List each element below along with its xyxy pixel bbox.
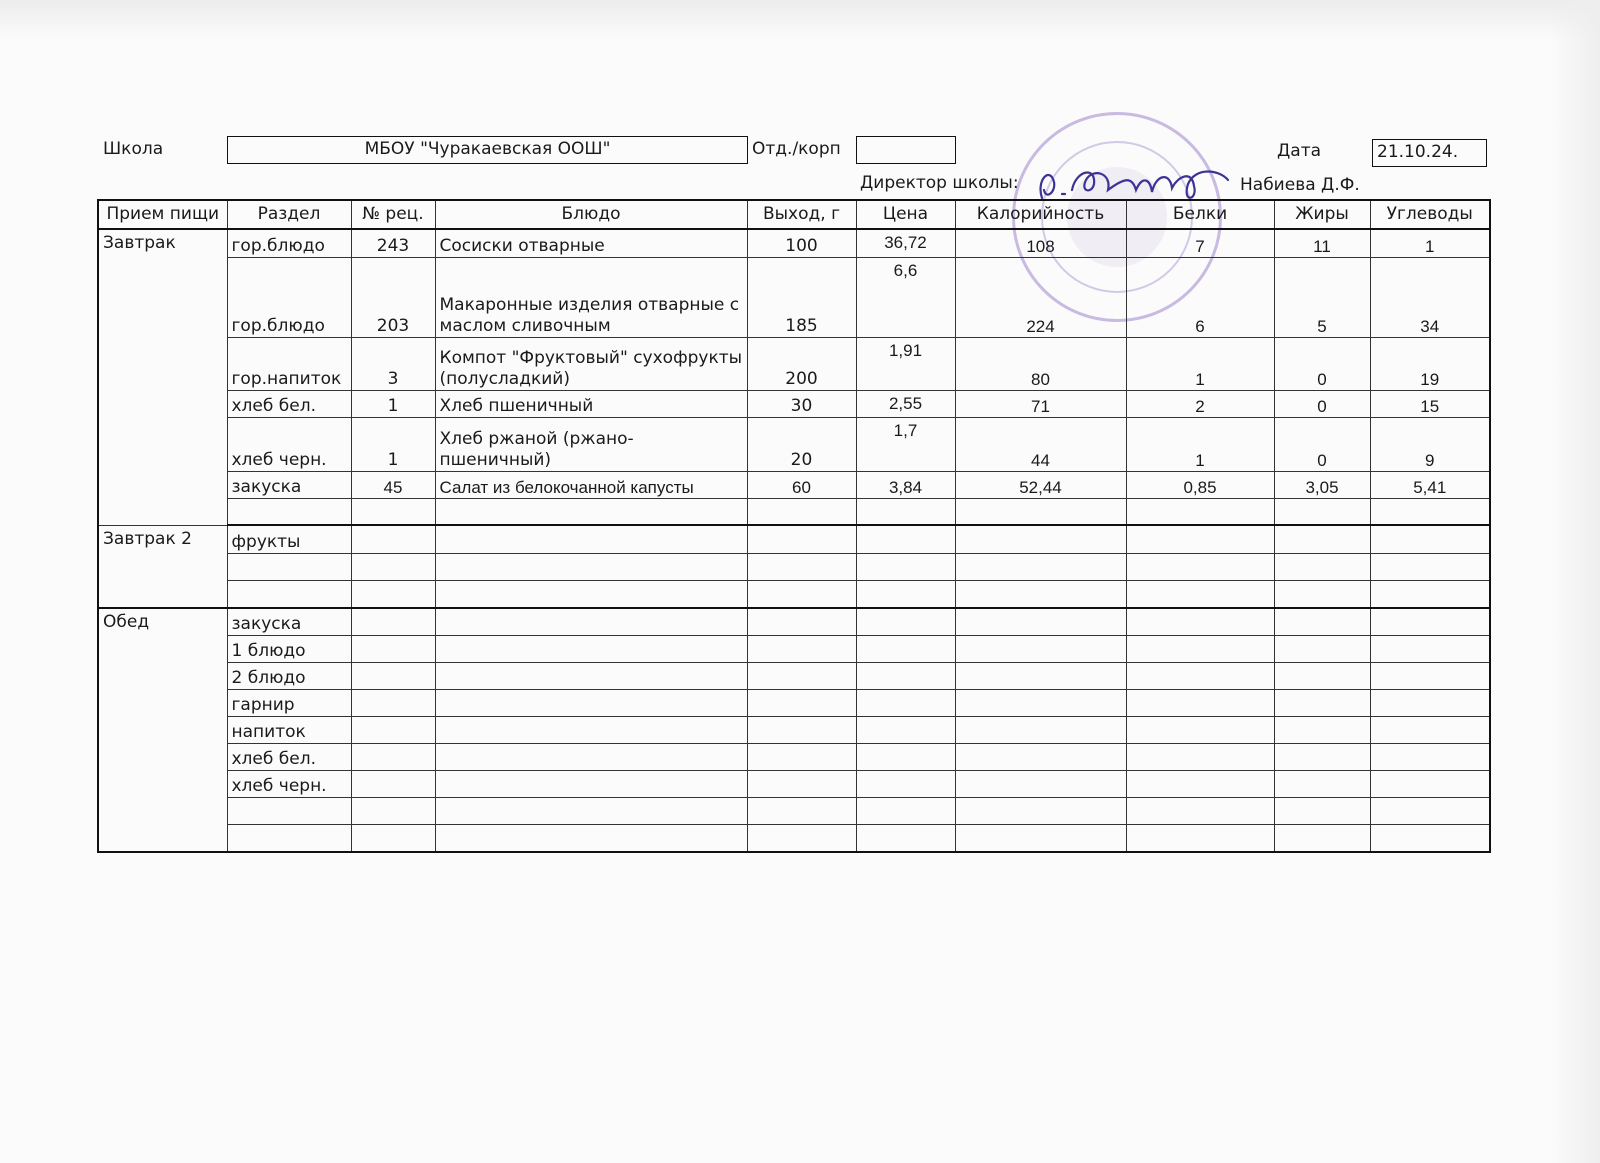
section-cell bbox=[227, 824, 351, 852]
dish-cell: Сосиски отварные bbox=[435, 229, 747, 257]
date-field: 21.10.24. bbox=[1372, 139, 1487, 167]
calories-cell: 52,44 bbox=[955, 471, 1126, 498]
column-header: № рец. bbox=[351, 200, 435, 229]
section-cell bbox=[227, 553, 351, 580]
column-header: Цена bbox=[856, 200, 955, 229]
protein-cell: 7 bbox=[1126, 229, 1274, 257]
table-row bbox=[98, 337, 1490, 390]
table-row bbox=[98, 770, 1490, 797]
protein-cell: 1 bbox=[1126, 417, 1274, 471]
recipe-cell: 1 bbox=[351, 390, 435, 417]
price-cell: 36,72 bbox=[856, 229, 955, 257]
fat-cell: 0 bbox=[1274, 390, 1370, 417]
dish-cell: Компот "Фруктовый" сухофрукты (полусладкий) bbox=[435, 337, 747, 390]
scan-shadow-right bbox=[1550, 0, 1600, 1163]
section-cell bbox=[227, 498, 351, 525]
table-row bbox=[98, 608, 1490, 635]
section-cell: гор.напиток bbox=[227, 337, 351, 390]
price-cell: 1,91 bbox=[856, 337, 955, 390]
output-cell: 100 bbox=[747, 229, 856, 257]
column-header: Углеводы bbox=[1370, 200, 1490, 229]
section-cell: 1 блюдо bbox=[227, 635, 351, 662]
recipe-cell: 3 bbox=[351, 337, 435, 390]
carbs-cell: 15 bbox=[1370, 390, 1490, 417]
recipe-cell: 45 bbox=[351, 471, 435, 498]
recipe-cell: 1 bbox=[351, 417, 435, 471]
calories-cell: 44 bbox=[955, 417, 1126, 471]
section-cell: хлеб бел. bbox=[227, 743, 351, 770]
date-label: Дата bbox=[1277, 141, 1322, 161]
column-header: Раздел bbox=[227, 200, 351, 229]
protein-cell: 1 bbox=[1126, 337, 1274, 390]
calories-cell: 80 bbox=[955, 337, 1126, 390]
table-row bbox=[98, 716, 1490, 743]
price-cell: 2,55 bbox=[856, 390, 955, 417]
fat-cell bbox=[1274, 498, 1370, 525]
branch-label: Отд./корп bbox=[752, 139, 841, 159]
calories-cell: 224 bbox=[955, 257, 1126, 337]
output-cell: 200 bbox=[747, 337, 856, 390]
meal-name: Обед bbox=[98, 608, 227, 852]
recipe-cell: 243 bbox=[351, 229, 435, 257]
section-cell: фрукты bbox=[227, 525, 351, 553]
protein-cell: 6 bbox=[1126, 257, 1274, 337]
section-cell: хлеб черн. bbox=[227, 770, 351, 797]
recipe-cell bbox=[351, 498, 435, 525]
director-name: Набиева Д.Ф. bbox=[1240, 175, 1360, 195]
dish-cell: Салат из белокочанной капусты bbox=[435, 471, 747, 498]
scan-shadow-top bbox=[0, 0, 1600, 40]
carbs-cell bbox=[1370, 498, 1490, 525]
meal-name: Завтрак bbox=[98, 229, 227, 525]
column-header: Калорийность bbox=[955, 200, 1126, 229]
fat-cell: 0 bbox=[1274, 417, 1370, 471]
table-row bbox=[98, 635, 1490, 662]
fat-cell: 0 bbox=[1274, 337, 1370, 390]
branch-field bbox=[856, 136, 956, 164]
fat-cell: 11 bbox=[1274, 229, 1370, 257]
recipe-cell: 203 bbox=[351, 257, 435, 337]
carbs-cell: 9 bbox=[1370, 417, 1490, 471]
table-header-row bbox=[98, 200, 1490, 229]
director-label: Директор школы: bbox=[860, 173, 1019, 193]
table-row bbox=[98, 553, 1490, 580]
carbs-cell: 19 bbox=[1370, 337, 1490, 390]
protein-cell bbox=[1126, 498, 1274, 525]
column-header: Блюдо bbox=[435, 200, 747, 229]
section-cell bbox=[227, 797, 351, 824]
dish-cell: Хлеб ржаной (ржано-пшеничный) bbox=[435, 417, 747, 471]
price-cell: 1,7 bbox=[856, 417, 955, 471]
column-header: Жиры bbox=[1274, 200, 1370, 229]
calories-cell: 71 bbox=[955, 390, 1126, 417]
calories-cell: 108 bbox=[955, 229, 1126, 257]
table-row bbox=[98, 797, 1490, 824]
table-row bbox=[98, 498, 1490, 525]
price-cell: 6,6 bbox=[856, 257, 955, 337]
table-row bbox=[98, 580, 1490, 608]
section-cell: гор.блюдо bbox=[227, 229, 351, 257]
column-header: Прием пищи bbox=[98, 200, 227, 229]
output-cell: 185 bbox=[747, 257, 856, 337]
table-row bbox=[98, 229, 1490, 257]
price-cell bbox=[856, 498, 955, 525]
dish-cell: Хлеб пшеничный bbox=[435, 390, 747, 417]
fat-cell: 5 bbox=[1274, 257, 1370, 337]
school-label: Школа bbox=[103, 139, 164, 159]
section-cell: хлеб бел. bbox=[227, 390, 351, 417]
table-row bbox=[98, 257, 1490, 337]
protein-cell: 0,85 bbox=[1126, 471, 1274, 498]
output-cell: 60 bbox=[747, 471, 856, 498]
column-header: Белки bbox=[1126, 200, 1274, 229]
table-row bbox=[98, 662, 1490, 689]
table-row bbox=[98, 743, 1490, 770]
output-cell: 20 bbox=[747, 417, 856, 471]
column-header: Выход, г bbox=[747, 200, 856, 229]
price-cell: 3,84 bbox=[856, 471, 955, 498]
table-row bbox=[98, 525, 1490, 553]
table-row bbox=[98, 471, 1490, 498]
section-cell: хлеб черн. bbox=[227, 417, 351, 471]
table-row bbox=[98, 689, 1490, 716]
output-cell bbox=[747, 498, 856, 525]
section-cell: 2 блюдо bbox=[227, 662, 351, 689]
table-row bbox=[98, 417, 1490, 471]
section-cell: закуска bbox=[227, 471, 351, 498]
section-cell bbox=[227, 580, 351, 608]
dish-cell: Макаронные изделия отварные с маслом сливочным bbox=[435, 257, 747, 337]
protein-cell: 2 bbox=[1126, 390, 1274, 417]
dish-cell bbox=[435, 498, 747, 525]
carbs-cell: 5,41 bbox=[1370, 471, 1490, 498]
section-cell: напиток bbox=[227, 716, 351, 743]
output-cell: 30 bbox=[747, 390, 856, 417]
section-cell: гор.блюдо bbox=[227, 257, 351, 337]
calories-cell bbox=[955, 498, 1126, 525]
meal-name: Завтрак 2 bbox=[98, 525, 227, 608]
table-row bbox=[98, 390, 1490, 417]
carbs-cell: 34 bbox=[1370, 257, 1490, 337]
section-cell: гарнир bbox=[227, 689, 351, 716]
school-name-field: МБОУ "Чуракаевская ООШ" bbox=[227, 136, 748, 164]
fat-cell: 3,05 bbox=[1274, 471, 1370, 498]
menu-table bbox=[97, 199, 1491, 853]
table-row bbox=[98, 824, 1490, 852]
carbs-cell: 1 bbox=[1370, 229, 1490, 257]
section-cell: закуска bbox=[227, 608, 351, 635]
